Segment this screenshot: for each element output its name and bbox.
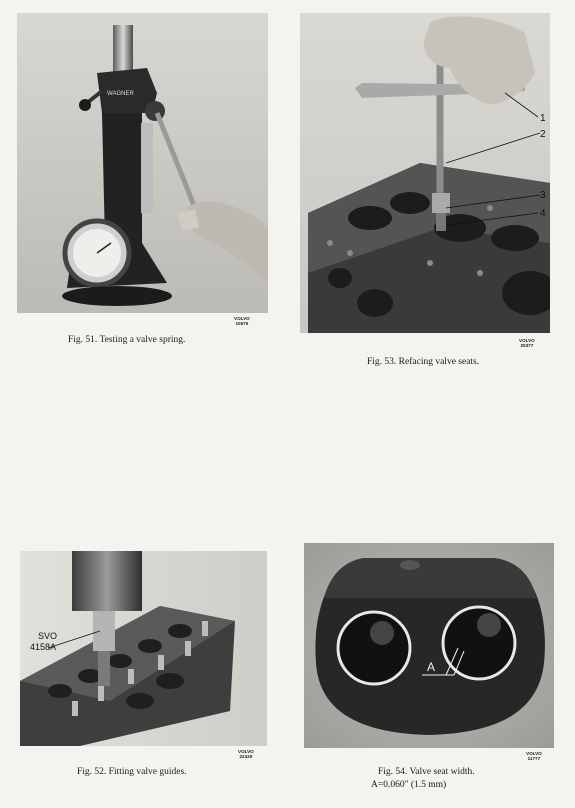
photo-code-fig54: VOLVO 11777 [526, 751, 542, 761]
callout-3: 3 [540, 190, 546, 201]
tool-label-line2: 4158A [30, 642, 57, 652]
tool-brand-label: WAGNER [107, 91, 134, 97]
caption-fig54-line2: A=0.060" (1.5 mm) [371, 780, 447, 790]
tool-label-line1: SVO [38, 631, 58, 641]
callout-4: 4 [540, 208, 546, 219]
dimension-label-a: A [427, 660, 436, 674]
photo-code-fig51: VOLVO 10575 [234, 316, 250, 326]
callout-1: 1 [540, 113, 546, 124]
photo-fig51-valve-spring-tester [17, 13, 268, 313]
callout-2: 2 [540, 129, 546, 140]
photo-fig54-valve-seat-width [304, 543, 554, 748]
photo-fig53-refacing-valve-seats [300, 13, 550, 333]
caption-fig52: Fig. 52. Fitting valve guides. [77, 767, 187, 777]
photo-code-fig53: VOLVO 20377 [519, 338, 535, 348]
photo-code-fig52: VOLVO 22430 [238, 749, 254, 759]
photo-fig52-fitting-valve-guides [20, 551, 267, 746]
caption-fig51: Fig. 51. Testing a valve spring. [68, 335, 186, 345]
caption-fig54: Fig. 54. Valve seat width. [378, 767, 475, 777]
caption-fig53: Fig. 53. Refacing valve seats. [367, 357, 480, 367]
